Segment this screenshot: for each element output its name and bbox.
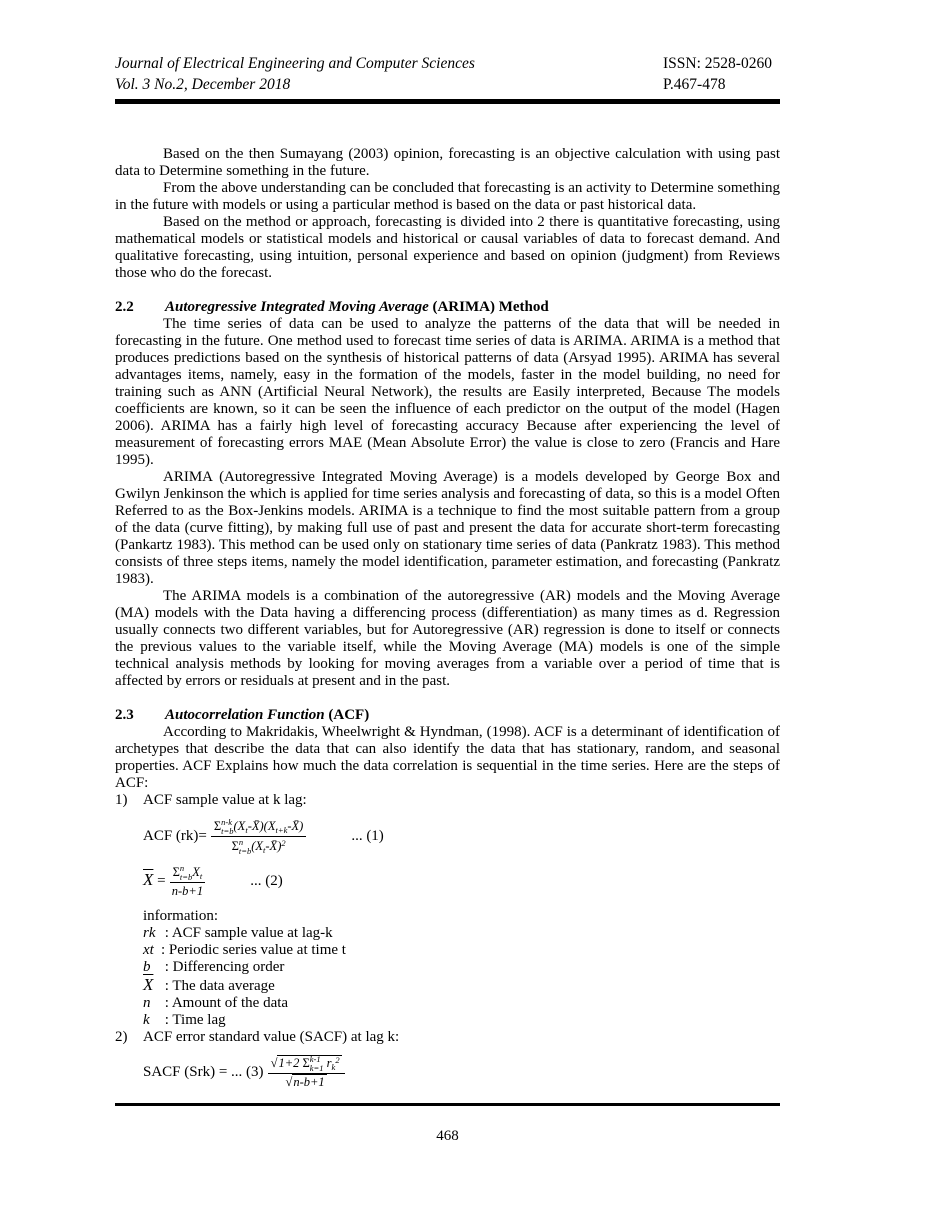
x-bar-symbol: $\overline{X}$: [143, 975, 154, 994]
equation-number-2: ... (2): [250, 872, 283, 889]
formula-acf-numerator: Σ n-k t=b $(X_t-X̄)(X_{t+k}-X̄)$: [211, 818, 306, 837]
footer-rule: [115, 1103, 780, 1106]
formula-mean-numerator: Σ n t=b $X_t$: [170, 864, 206, 883]
information-label: information:: [143, 908, 218, 924]
paragraph-forecasting-3: Based on the method or approach, forecasting is divided into 2 there is quantitative forecasting, using mathematical models or statistical models and historical or causal variables of data to forecast demand. And qualitative forecasting, using intuition, personal experience and based on opinion (judgment) from Reviews those who do the forecast.: [115, 214, 780, 281]
info-item-xt: xt : Periodic series value at time t: [143, 942, 346, 958]
journal-issn: ISSN: 2528-0260: [663, 55, 772, 72]
journal-title: Journal of Electrical Engineering and Computer Sciences: [115, 55, 475, 72]
sigma-limits: k-1 k=1: [309, 1054, 324, 1073]
sigma-symbol: Σ: [213, 819, 222, 834]
equation-number-1: ... (1): [351, 827, 384, 844]
formula-mean: $\overline{X}$ = Σ n t=b $X_t$ n-b+1 ... (2): [143, 863, 283, 898]
info-item-rk: rk : ACF sample value at lag-k: [143, 925, 333, 941]
information-list: [143, 908, 780, 1029]
list-item-2: [115, 1029, 780, 1046]
sigma-symbol: Σ: [231, 839, 239, 854]
radical-symbol: √: [270, 1056, 278, 1071]
journal-volume: Vol. 3 No.2, December 2018: [115, 76, 291, 93]
sigma-limits: n-k t=b: [221, 817, 234, 836]
section-number: 2.2: [115, 299, 134, 315]
header-left-block: [115, 53, 475, 95]
section-number: 2.3: [115, 707, 134, 723]
paragraph-arima-1: The time series of data can be used to analyze the patterns of the data that will be needed in forecasting in the future. One method used to forecast time series of data is ARIMA. ARIMA is a method that produces predictions based on the synthesis of historical patterns of data (Arsyad 1995). ARIMA has several advantages items, namely, easy in the formation of the models, faster in the model building, no need for training such as ANN (Artificial Neural Network), the results are Easily interpreted, Because The models coefficients are known, so it can be seen the influence of each predictor on the output of the model (Hagen 2006). ARIMA has a fairly high level of forecasting accuracy Because after experiencing the level of measurement of forecasting errors MAE (Mean Absolute Error) the value is close to zero (Francis and Hare 1995).: [115, 316, 780, 468]
formula-sacf-fraction: [268, 1055, 345, 1090]
list-number: 1): [115, 792, 128, 808]
formula-acf-lhs: ACF (rk)=: [143, 827, 207, 844]
radicand: 1+2 Σ k-1 k=1 $r_k^2$: [278, 1054, 340, 1073]
paragraph-forecasting-2: From the above understanding can be concluded that forecasting is an activity to Determine something in the future with models or using a particular method is based on the data or past historical data.: [115, 180, 780, 213]
radicand: n-b+1: [293, 1075, 325, 1089]
sigma-limits: n t=b: [238, 837, 252, 856]
section-heading-2-3: [115, 707, 780, 724]
header-rule: [115, 99, 780, 104]
journal-pages: P.467-478: [663, 76, 726, 93]
article-body: [115, 146, 780, 1099]
formula-sacf-numerator: [268, 1055, 345, 1074]
info-item-xbar: $\overline{X}$ : The data average: [143, 975, 275, 994]
formula-sacf-lhs: SACF (Srk) = ... (3): [143, 1063, 264, 1080]
info-item-k: k : Time lag: [143, 1012, 226, 1028]
formula-mean-denominator: n-b+1: [171, 884, 204, 898]
section-title-italic: Autocorrelation Function: [165, 707, 325, 723]
radical-symbol: √: [285, 1075, 293, 1089]
paragraph-acf-intro: According to Makridakis, Wheelwright & Hyndman, (1998). ACF is a determinant of identification of archetypes that describe the data that can also identify the data that has stationary, random, and seasonal properties. ACF Explains how much the data correlation is sequential in the time series. Here are the steps of ACF:: [115, 724, 780, 791]
info-item-n: n : Amount of the data: [143, 995, 289, 1011]
page-number: 468: [436, 1128, 459, 1144]
list-item-1: [115, 792, 780, 809]
section-title-italic: Autoregressive Integrated Moving Average: [165, 299, 429, 315]
formula-acf-fraction: [211, 818, 306, 855]
sigma-limits: n t=b: [179, 863, 193, 882]
formula-acf: [143, 818, 780, 855]
formula-sacf-denominator: [268, 1074, 345, 1090]
section-title-rest: (ARIMA) Method: [428, 299, 549, 315]
formula-sacf: [143, 1055, 780, 1090]
paragraph-arima-2: ARIMA (Autoregressive Integrated Moving Average) is a models developed by George Box and Gwilyn Jenkinson the which is applied for time series analysis and forecasting of data, so this is a model Often Referred to as the Box-Jenkins models. ARIMA is a technique to find the most suitable pattern from a group of the data (curve fitting), by making full use of past and present the data for accurate short-term forecasting (Pankartz 1983). This method can be used only on stationary time series of data (Pankratz 1983). This method consists of three steps items, namely the model identification, parameter estimation, and forecasting (Pankratz 1983).: [115, 469, 780, 587]
paragraph-arima-3: The ARIMA models is a combination of the autoregressive (AR) models and the Moving Average (MA) models with the Data having a differencing process (differentiation) as many times as d. Regression usually connects two different variables, but for Autoregressive (AR) regression is done to itself or connects the previous values to the variable itself, while the Moving Average (MA) models is one of the simple technical analysis methods by looking for moving averages from a variable over a period of time that is affected by errors or residuals at present and in the past.: [115, 588, 780, 689]
list-number: 2): [115, 1029, 128, 1045]
paragraph-forecasting-1: Based on the then Sumayang (2003) opinion, forecasting is an objective calculation with using past data to Determine something in the future.: [115, 146, 780, 179]
formula-mean-fraction: [170, 864, 206, 899]
sigma-symbol: Σ: [172, 865, 180, 880]
sigma-symbol: Σ: [302, 1056, 310, 1071]
x-bar-symbol: $\overline{X}$: [143, 869, 154, 889]
section-heading-2-2: [115, 299, 780, 316]
section-title-rest: (ACF): [324, 707, 370, 723]
list-text: ACF error standard value (SACF) at lag k:: [143, 1029, 400, 1045]
formula-acf-denominator: Σ n t=b $(X_t-X̄)^2$: [231, 837, 286, 856]
list-text: ACF sample value at k lag:: [143, 792, 307, 808]
info-item-b: b : Differencing order: [143, 959, 285, 975]
header-right-block: [663, 53, 772, 95]
